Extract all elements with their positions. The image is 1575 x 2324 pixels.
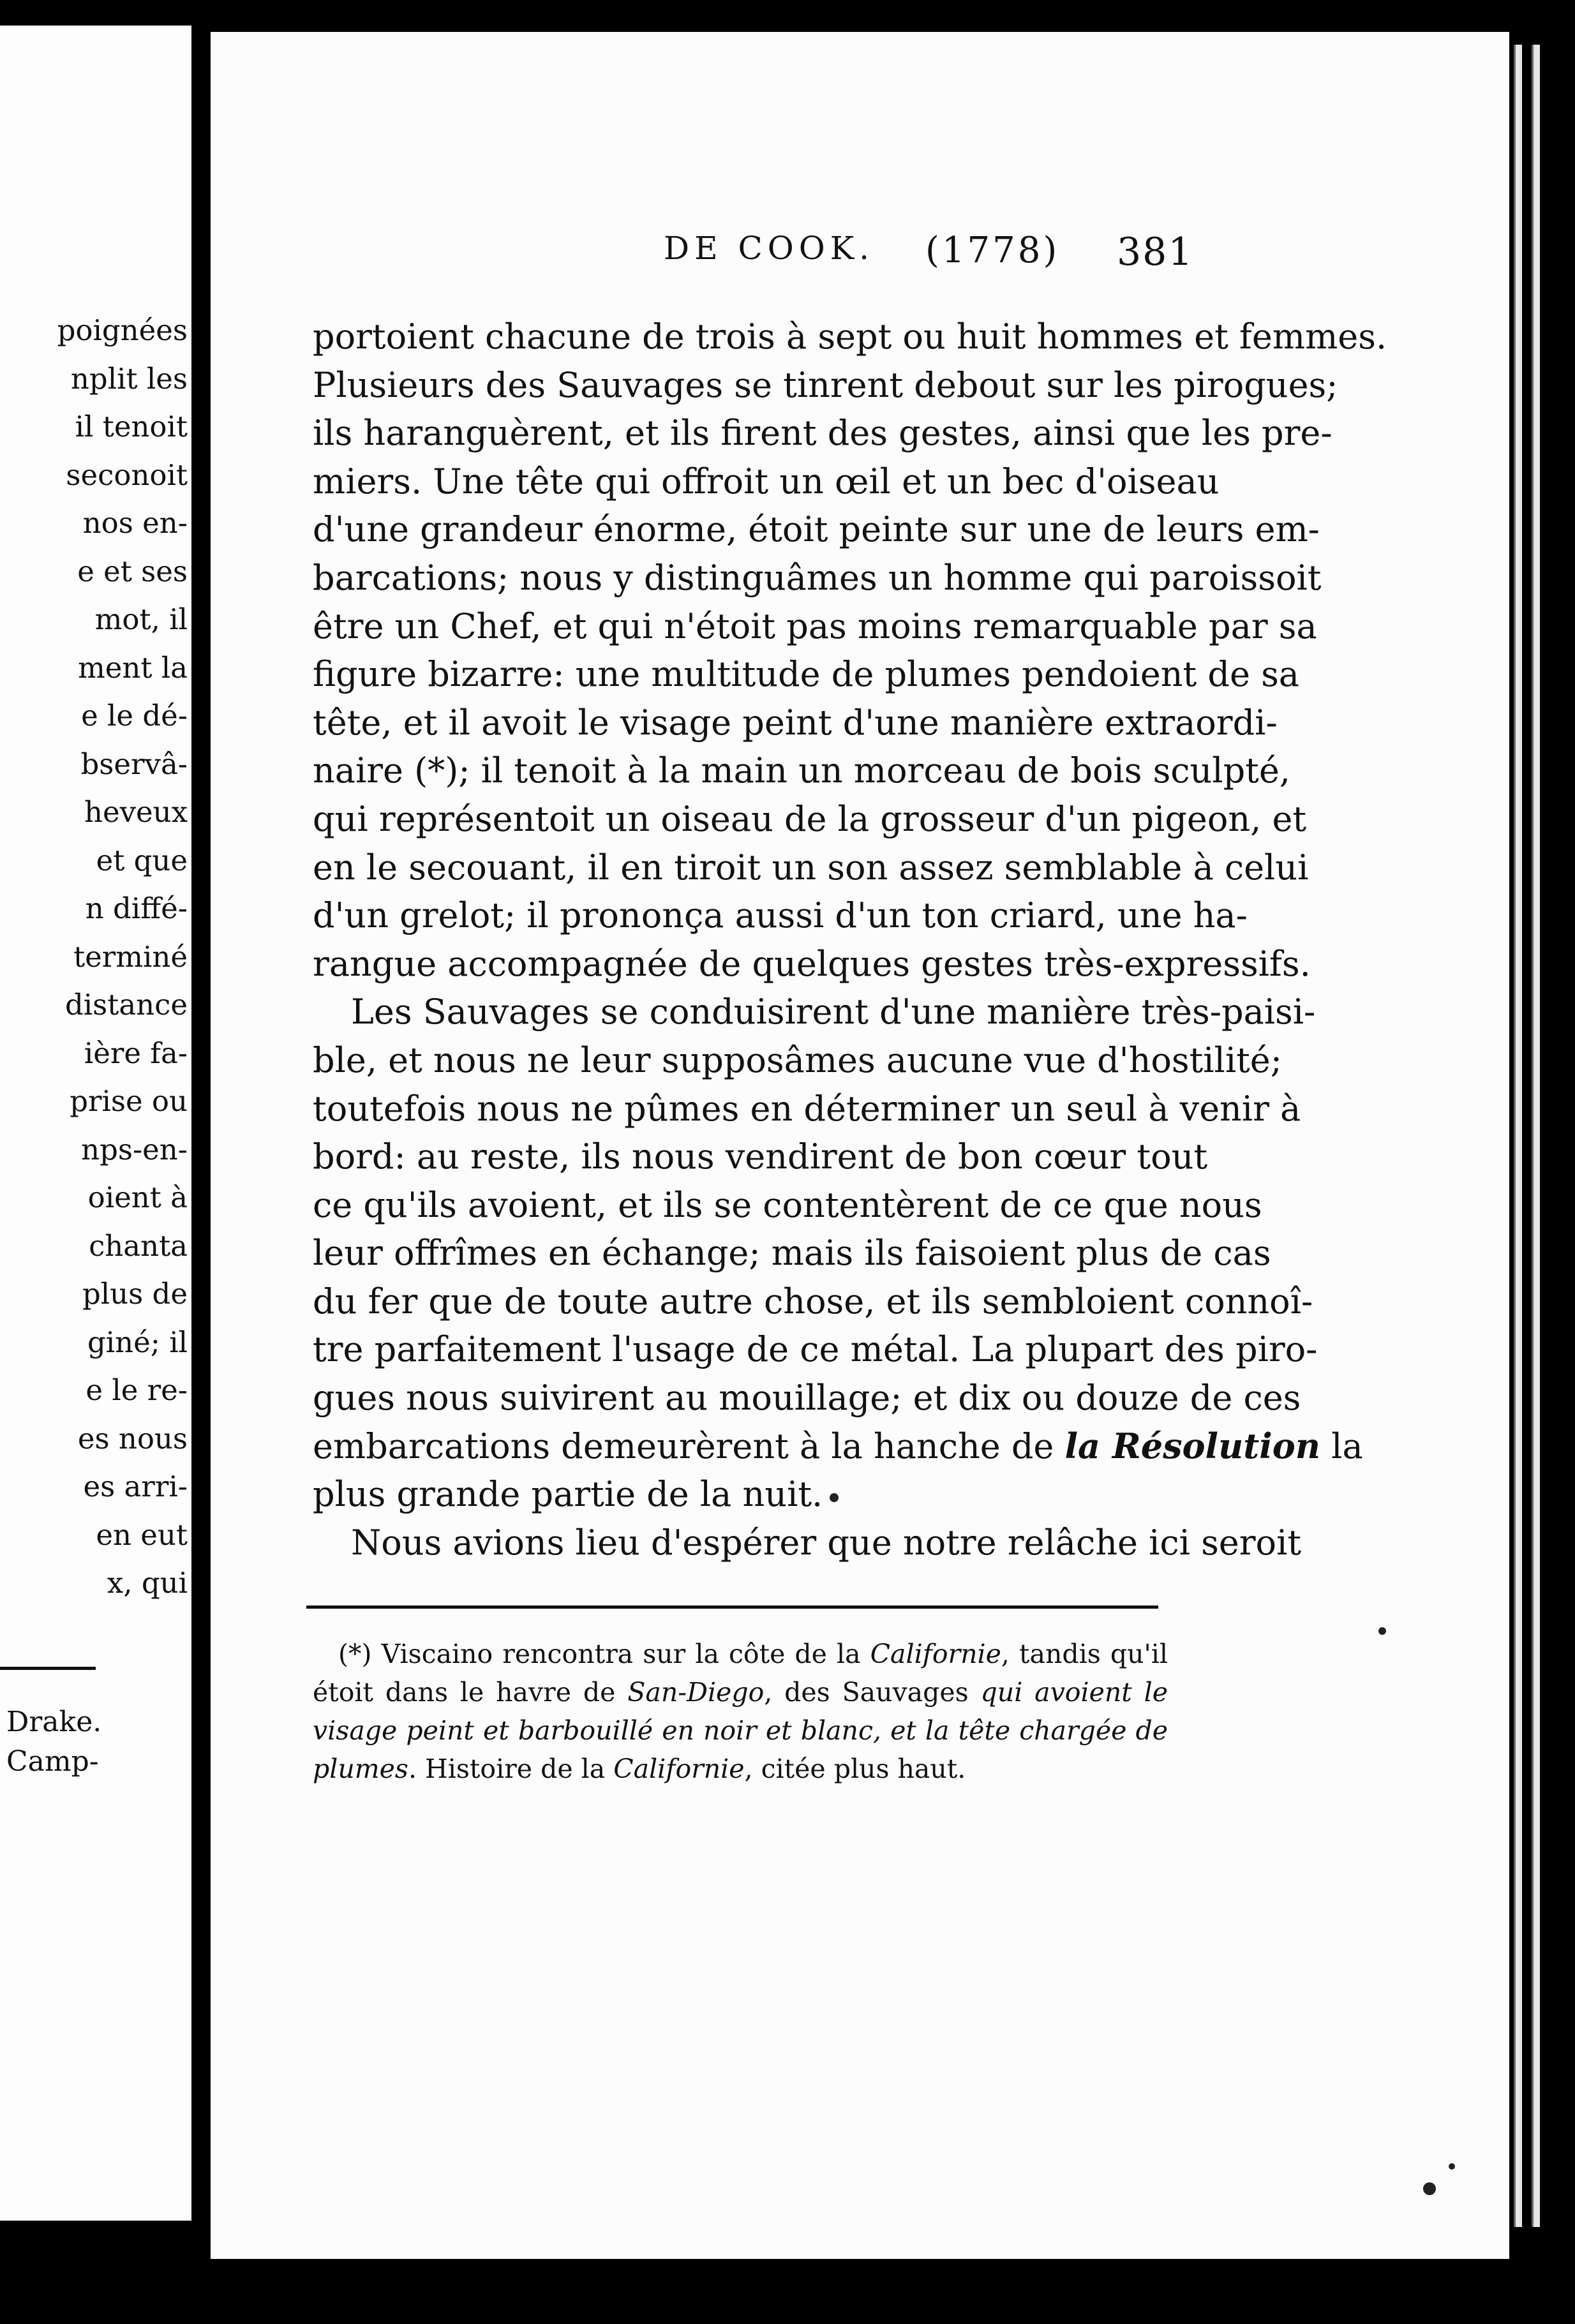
text-line: ble, et nous ne leur supposâmes aucune vue d'hostilité; [313,1039,1282,1080]
text-line: en le secouant, il en tiroit un son assez semblable à celui [313,847,1309,888]
left-text-line: n diffé- [85,891,188,925]
ink-speck [1423,2182,1436,2195]
text-line: bord: au reste, ils nous vendirent de bon cœur tout [313,1136,1208,1177]
text-line: d'une grandeur énorme, étoit peinte sur une de leurs em- [313,509,1320,550]
left-text-line: plus de [82,1277,188,1311]
footnote-line: (*) Viscaino rencontra sur la côte de la Californie, tandis qu'il [338,1639,1168,1669]
left-text-line: nps-en- [81,1132,188,1166]
left-text-line: nplit les [70,361,188,396]
page-edge [1532,45,1540,2227]
left-text-line: oient à [87,1181,188,1214]
left-text-line: heveux [84,795,188,829]
footnote-line: plumes. Histoire de la Californie, citée plus haut. [313,1754,966,1784]
text-line: d'un grelot; il prononça aussi d'un ton criard, une ha- [313,895,1248,936]
left-text-line: e et ses [77,554,188,588]
left-text-line: seconoit [66,458,188,492]
paragraph [313,988,1318,1422]
left-footnote-rule [0,1667,96,1670]
left-text-line: ment la [78,650,188,685]
left-page-notes [6,1702,134,1782]
text-line: Nous avions lieu d'espérer que notre relâche ici seroit [351,1522,1302,1563]
text-line: figure bizarre: une multitude de plumes pendoient de sa [313,654,1299,695]
footnote-line: visage peint et barbouillé en noir et blanc, et la tête chargée de [313,1715,1168,1746]
footnote-line: étoit dans le havre de San-Diego, des Sauvages qui avoient le [313,1677,1168,1708]
text-line: être un Chef, et qui n'étoit pas moins remarquable par sa [313,606,1317,646]
text-line: ils haranguèrent, et ils firent des gestes, ainsi que les pre- [313,413,1332,454]
left-text-line: e le re- [86,1373,188,1407]
text-line: rangue accompagnée de quelques gestes très-expressifs. [313,943,1311,984]
text-line: toutefois nous ne pûmes en déterminer un seul à venir à [313,1088,1301,1129]
left-text-line: x, qui [107,1566,188,1600]
left-text-line: nos en- [82,506,188,540]
left-text-line: bservâ- [80,747,188,781]
left-text-line: chanta [89,1228,188,1263]
left-text-line: distance [64,988,188,1022]
text-line: leur offrîmes en échange; mais ils faisoient plus de cas [313,1233,1271,1274]
text-line: Plusieurs des Sauvages se tinrent debout sur les pirogues; [313,364,1338,405]
left-text-line: e le dé- [81,699,188,733]
left-text-line: es nous [77,1421,188,1456]
text-line: miers. Une tête qui offroit un œil et un bec d'oiseau [313,461,1220,502]
text-line: naire (*); il tenoit à la main un morceau de bois sculpté, [313,750,1290,791]
page-header [459,230,1194,294]
left-text-line: mot, il [94,602,188,636]
ink-speck [1449,2163,1455,2170]
ink-speck [1378,1627,1386,1635]
text-line: qui représentoit un oiseau de la grosseur d'un pigeon, et [313,798,1307,839]
text-line: gues nous suivirent au mouillage; et dix ou douze de ces [313,1378,1301,1419]
ship-name: la Résolution [1064,1425,1321,1466]
header-year: (1778) [925,230,1060,271]
left-page [0,26,191,2221]
text-line: plus grande partie de la nuit. [313,1474,823,1515]
ink-speck [830,1493,839,1502]
text-line: barcations; nous y distinguâmes un homme qui paroissoit [313,557,1322,598]
left-text-line: giné; il [87,1325,188,1359]
left-text-line: prise ou [70,1084,188,1118]
left-text-line: il tenoit [75,410,188,443]
body-text [313,313,1387,1567]
running-title: DE COOK. [664,230,874,267]
footnote [313,1635,1168,1788]
text-line: du fer que de toute autre chose, et ils sembloient connoî- [313,1281,1313,1322]
left-text-line: en eut [96,1517,188,1552]
text-line: embarcations demeurèrent à la hanche de la Résolution la [313,1425,1363,1466]
left-text-line: ière fa- [84,1036,188,1070]
text-line: portoient chacune de trois à sept ou huit hommes et femmes. [313,317,1387,357]
left-page-text [9,306,188,1607]
left-note-line: Camp- [6,1745,99,1778]
footnote-rule [306,1605,1158,1609]
paragraph [313,313,1387,988]
text-line: tre parfaitement l'usage de ce métal. La plupart des piro- [313,1329,1318,1370]
left-note-line: Drake. [6,1706,102,1738]
page-edge [1514,45,1522,2227]
text-line: tête, et il avoit le visage peint d'une manière extraordi- [313,702,1278,743]
left-text-line: es arri- [83,1470,188,1503]
left-text-line: poignées [57,313,188,347]
left-text-line: terminé [73,939,188,974]
page-number: 381 [1117,230,1194,274]
left-text-line: et que [96,843,188,877]
text-line: ce qu'ils avoient, et ils se contentèrent de ce que nous [313,1184,1262,1225]
text-line: Les Sauvages se conduisirent d'une manière très-paisi- [351,992,1316,1032]
